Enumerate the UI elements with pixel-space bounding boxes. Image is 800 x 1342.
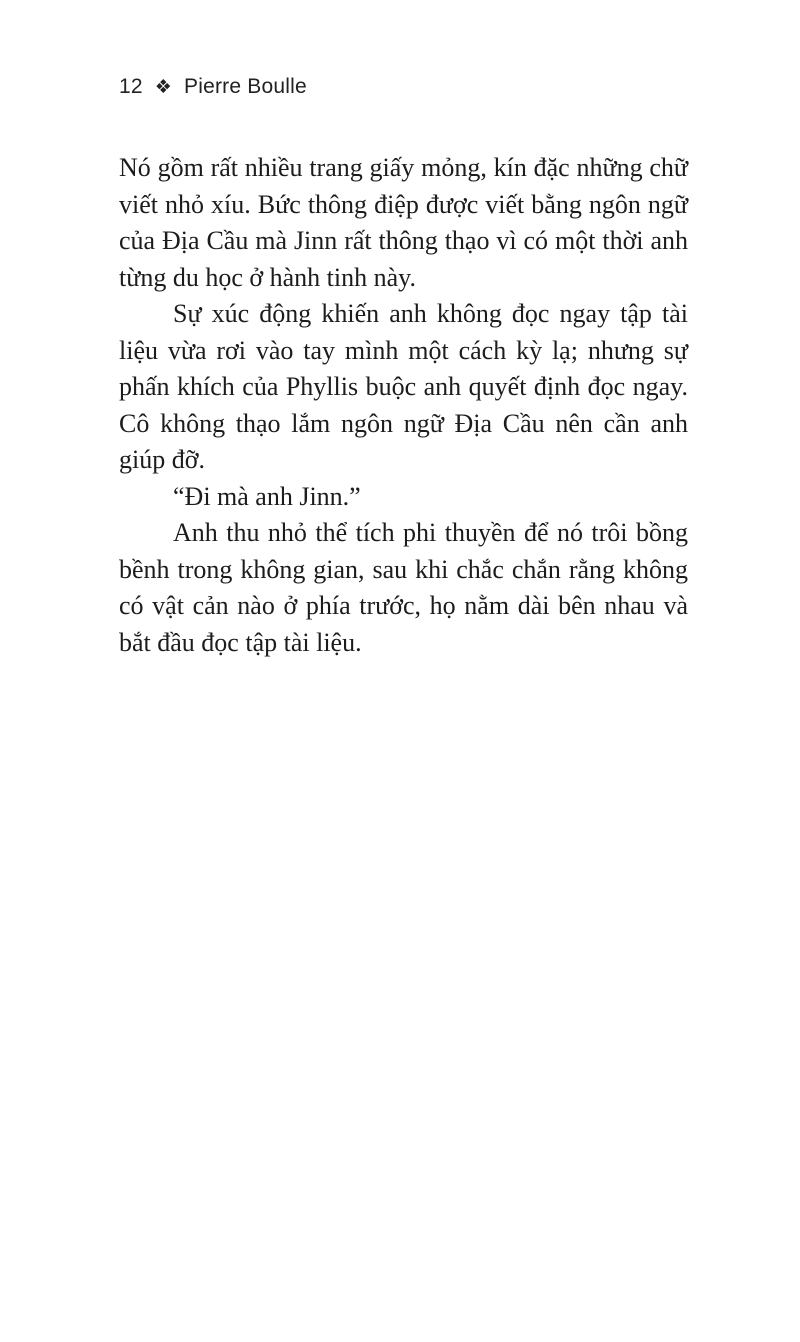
paragraph: Anh thu nhỏ thể tích phi thuyền để nó trôi bồng bềnh trong không gian, sau khi chắc chắn rằng không có vật cản nào ở phía trước, họ nằm dài bên nhau và bắt đầu đọc tập tài liệu. xyxy=(119,518,688,657)
paragraph: Nó gồm rất nhiều trang giấy mỏng, kín đặc những chữ viết nhỏ xíu. Bức thông điệp được viết bằng ngôn ngữ của Địa Cầu mà Jinn rất thông thạo vì có một thời anh từng du học ở hành tinh này. xyxy=(119,153,688,292)
author-name: Pierre Boulle xyxy=(184,75,307,98)
page-number: 12 xyxy=(119,75,143,98)
paragraph: Sự xúc động khiến anh không đọc ngay tập tài liệu vừa rơi vào tay mình một cách kỳ lạ; nhưng sự phấn khích của Phyllis buộc anh quyết định đọc ngay. Cô không thạo lắm ngôn ngữ Địa Cầu nên cần anh giúp đỡ. xyxy=(119,299,688,474)
running-header xyxy=(119,70,307,104)
body-text xyxy=(119,150,688,661)
paragraph: “Đi mà anh Jinn.” xyxy=(173,481,361,511)
diamond-ornament-icon: ❖ xyxy=(154,76,172,98)
